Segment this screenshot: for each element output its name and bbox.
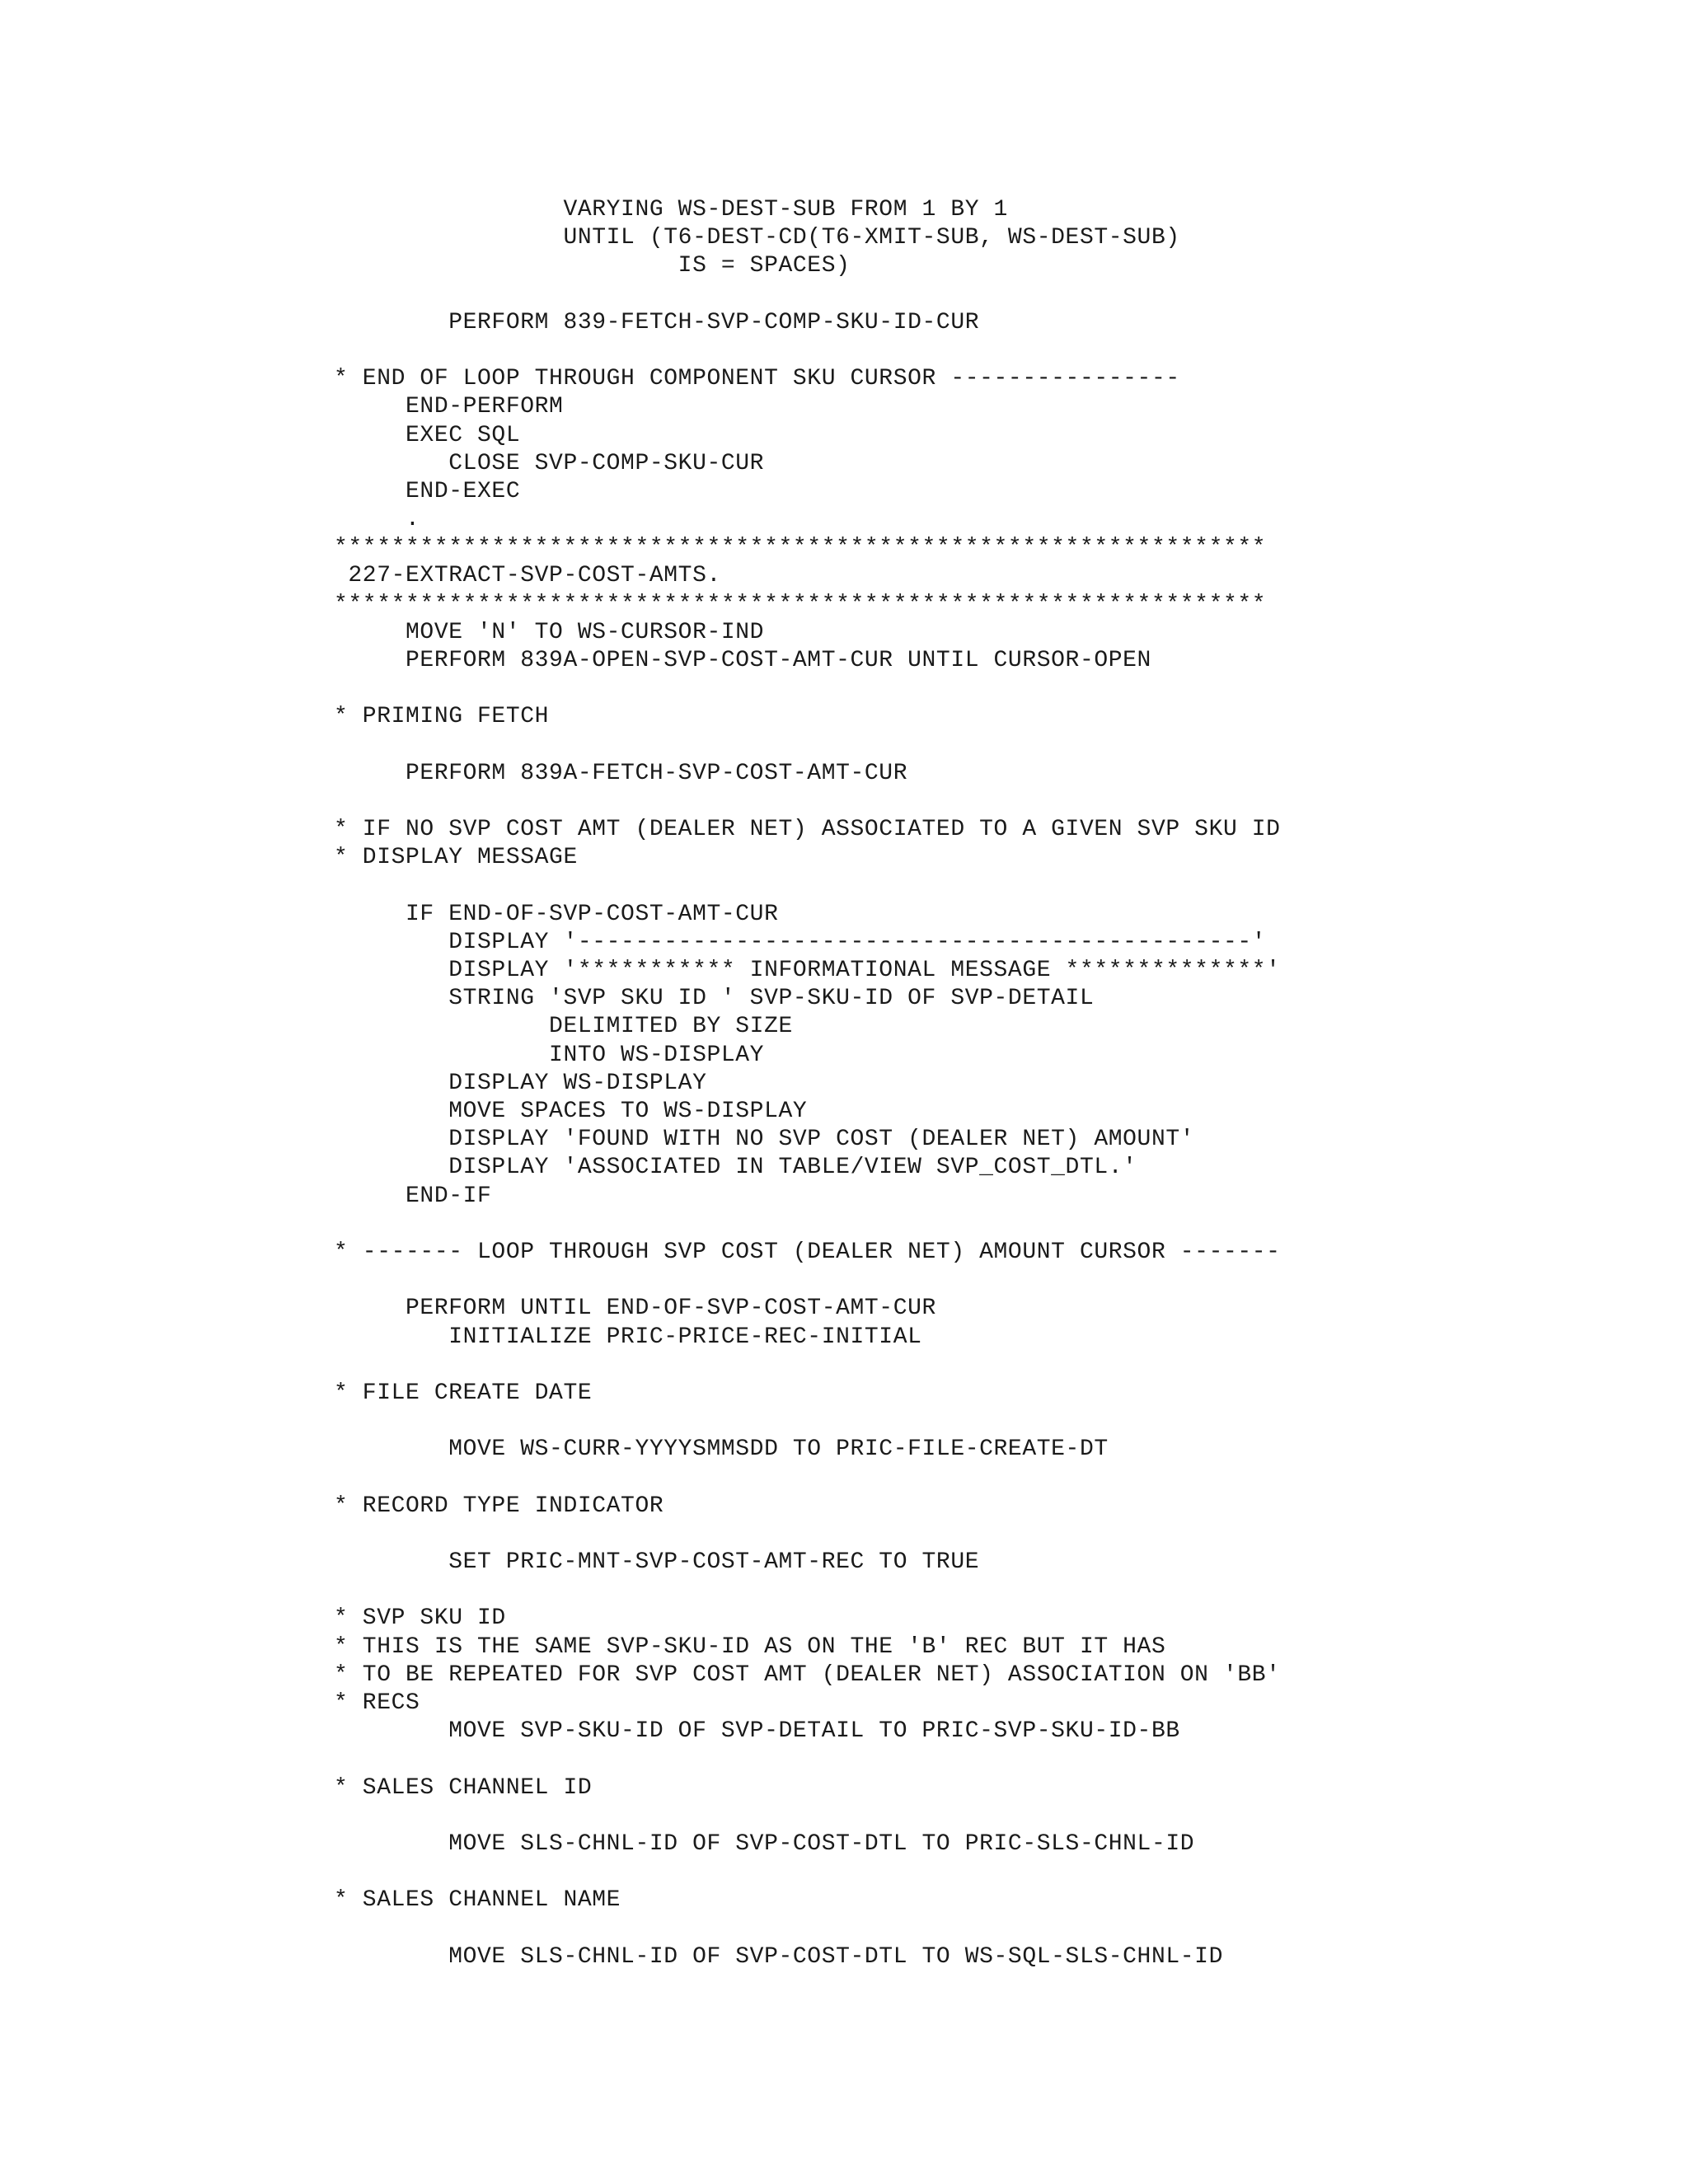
code-line: * FILE CREATE DATE (334, 1380, 593, 1406)
code-line: . (334, 507, 420, 533)
code-line (334, 1746, 1281, 1774)
code-line: PERFORM UNTIL END-OF-SVP-COST-AMT-CUR (334, 1296, 936, 1322)
code-line (334, 281, 1281, 309)
code-line (334, 1352, 1281, 1380)
code-line (334, 1915, 1281, 1943)
code-line: CLOSE SVP-COMP-SKU-CUR (334, 450, 765, 476)
code-line: MOVE SLS-CHNL-ID OF SVP-COST-DTL TO PRIC-SLS-CHNL-ID (334, 1830, 1195, 1857)
code-line (334, 337, 1281, 365)
code-line: DISPLAY '*********** INFORMATIONAL MESSAGE **************' (334, 958, 1281, 984)
code-line (334, 1577, 1281, 1605)
code-line: SET PRIC-MNT-SVP-COST-AMT-REC TO TRUE (334, 1549, 980, 1575)
code-line (334, 873, 1281, 901)
code-line (334, 732, 1281, 760)
code-line: DELIMITED BY SIZE (334, 1014, 793, 1040)
code-line (334, 1211, 1281, 1239)
code-line: * PRIMING FETCH (334, 704, 550, 730)
code-line: DISPLAY 'ASSOCIATED IN TABLE/VIEW SVP_COST_DTL.' (334, 1155, 1137, 1181)
code-line: MOVE SPACES TO WS-DISPLAY (334, 1099, 808, 1124)
code-line (334, 1521, 1281, 1549)
code-line: END-EXEC (334, 478, 521, 504)
code-line: * IF NO SVP COST AMT (DEALER NET) ASSOCIATED TO A GIVEN SVP SKU ID (334, 817, 1281, 843)
code-line: * DISPLAY MESSAGE (334, 845, 578, 871)
code-line: * SVP SKU ID (334, 1605, 506, 1632)
code-line: IF END-OF-SVP-COST-AMT-CUR (334, 901, 779, 927)
code-line: ***************************************************************** (334, 591, 1267, 617)
code-line: * SALES CHANNEL ID (334, 1774, 593, 1801)
code-line: UNTIL (T6-DEST-CD(T6-XMIT-SUB, WS-DEST-SUB) (334, 225, 1180, 251)
code-line: ***************************************************************** (334, 535, 1267, 561)
code-line: * RECORD TYPE INDICATOR (334, 1493, 664, 1519)
code-line (334, 1408, 1281, 1436)
code-line: * SALES CHANNEL NAME (334, 1887, 621, 1914)
code-line (334, 1802, 1281, 1830)
code-line: INITIALIZE PRIC-PRICE-REC-INITIAL (334, 1324, 922, 1350)
code-line (334, 1858, 1281, 1886)
code-line: DISPLAY WS-DISPLAY (334, 1070, 707, 1096)
cobol-code-listing (334, 196, 1281, 1971)
code-line: * THIS IS THE SAME SVP-SKU-ID AS ON THE 'B' REC BUT IT HAS (334, 1633, 1166, 1660)
code-line: STRING 'SVP SKU ID ' SVP-SKU-ID OF SVP-DETAIL (334, 986, 1095, 1012)
code-line: PERFORM 839A-OPEN-SVP-COST-AMT-CUR UNTIL CURSOR-OPEN (334, 648, 1151, 673)
code-line: DISPLAY 'FOUND WITH NO SVP COST (DEALER NET) AMOUNT' (334, 1127, 1195, 1153)
code-line (334, 1267, 1281, 1295)
code-line: MOVE SLS-CHNL-ID OF SVP-COST-DTL TO WS-SQL-SLS-CHNL-ID (334, 1943, 1223, 1970)
code-line: * RECS (334, 1690, 420, 1716)
code-line: * END OF LOOP THROUGH COMPONENT SKU CURSOR ---------------- (334, 366, 1180, 392)
code-line: 227-EXTRACT-SVP-COST-AMTS. (334, 563, 721, 589)
code-line: MOVE 'N' TO WS-CURSOR-IND (334, 619, 765, 645)
code-line: MOVE SVP-SKU-ID OF SVP-DETAIL TO PRIC-SVP-SKU-ID-BB (334, 1718, 1180, 1745)
code-line: END-PERFORM (334, 394, 564, 420)
code-line: IS = SPACES) (334, 253, 851, 279)
code-line: EXEC SQL (334, 422, 521, 448)
code-line: MOVE WS-CURR-YYYYSMMSDD TO PRIC-FILE-CREATE-DT (334, 1436, 1109, 1463)
code-line: * TO BE REPEATED FOR SVP COST AMT (DEALER NET) ASSOCIATION ON 'BB' (334, 1661, 1281, 1688)
code-line (334, 788, 1281, 816)
code-line: END-IF (334, 1183, 492, 1209)
code-line: DISPLAY '-----------------------------------------------' (334, 929, 1267, 955)
code-line: INTO WS-DISPLAY (334, 1042, 765, 1068)
code-line (334, 1464, 1281, 1492)
code-line: * ------- LOOP THROUGH SVP COST (DEALER NET) AMOUNT CURSOR ------- (334, 1239, 1281, 1265)
code-line: PERFORM 839A-FETCH-SVP-COST-AMT-CUR (334, 760, 908, 786)
code-line (334, 675, 1281, 703)
code-line: VARYING WS-DEST-SUB FROM 1 BY 1 (334, 197, 1008, 223)
code-line: PERFORM 839-FETCH-SVP-COMP-SKU-ID-CUR (334, 309, 980, 335)
